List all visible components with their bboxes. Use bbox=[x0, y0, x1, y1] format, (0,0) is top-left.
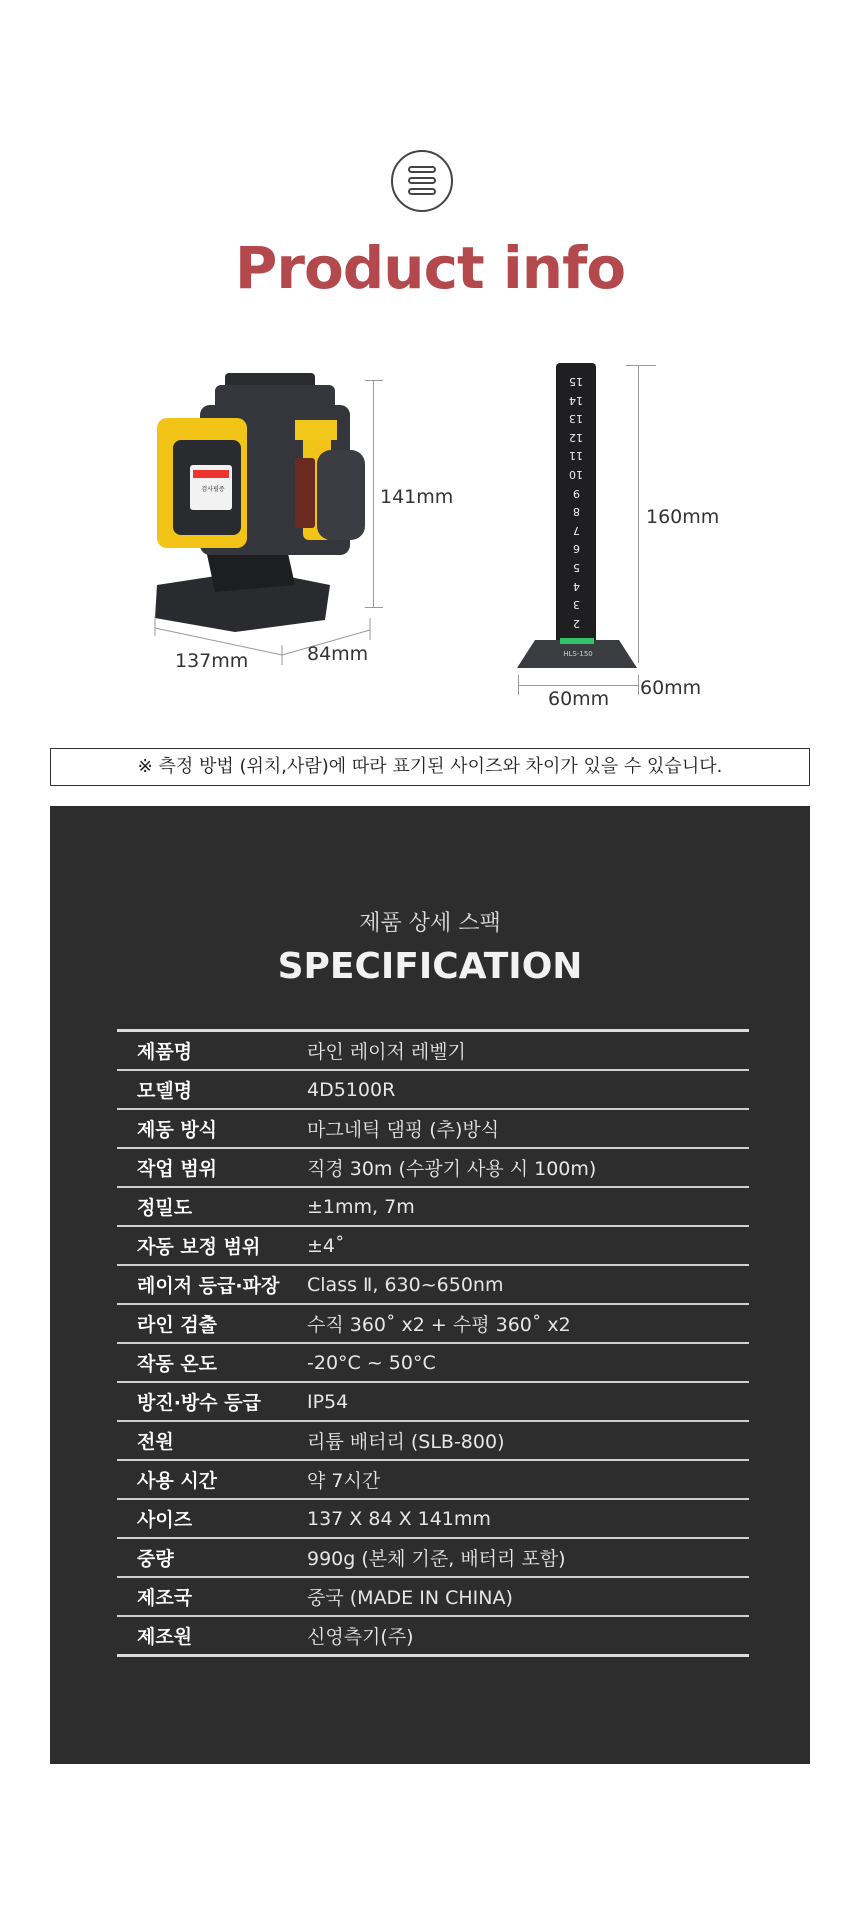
spec-value: 리튬 배터리 (SLB-800) bbox=[307, 1431, 505, 1453]
rod-tick: 2 bbox=[572, 616, 580, 630]
spec-row-weight bbox=[117, 1539, 749, 1578]
rod-base-text: HLS-150 bbox=[563, 650, 593, 658]
spec-row-self-leveling bbox=[117, 1227, 749, 1266]
rod-ticks bbox=[556, 375, 596, 630]
spec-value: ±1mm, 7m bbox=[307, 1195, 415, 1218]
spec-label: 사이즈 bbox=[137, 1509, 193, 1531]
spec-label: 작업 범위 bbox=[137, 1158, 218, 1180]
spec-label: 제조국 bbox=[137, 1587, 193, 1609]
spec-value: -20°C ~ 50°C bbox=[307, 1351, 436, 1374]
spec-label: 사용 시간 bbox=[137, 1470, 218, 1492]
laser-height-label: 141mm bbox=[380, 486, 454, 508]
spec-label: 제동 방식 bbox=[137, 1119, 218, 1141]
spec-label: 제품명 bbox=[137, 1041, 193, 1063]
laser-depth-label: 84mm bbox=[307, 643, 369, 665]
spec-value: 마그네틱 댐핑 (추)방식 bbox=[307, 1119, 500, 1141]
spec-value: 990g (본체 기준, 배터리 포함) bbox=[307, 1548, 566, 1570]
spec-value: 4D5100R bbox=[307, 1078, 396, 1101]
spec-label: 작동 온도 bbox=[137, 1353, 218, 1375]
inspection-badge: 검사필증 bbox=[201, 486, 225, 493]
rod-tick: 7 bbox=[572, 523, 580, 537]
rod-tick: 13 bbox=[569, 412, 583, 426]
spec-row-model bbox=[117, 1071, 749, 1110]
spec-value: ±4˚ bbox=[307, 1234, 345, 1257]
spec-row-laser-class bbox=[117, 1266, 749, 1305]
rod-tick: 8 bbox=[572, 505, 580, 519]
spec-label: 제조원 bbox=[137, 1626, 193, 1648]
spec-table bbox=[117, 1029, 749, 1657]
spec-value: 신영측기(주) bbox=[307, 1626, 414, 1648]
laser-width-label: 137mm bbox=[175, 650, 249, 672]
spec-row-damping bbox=[117, 1110, 749, 1149]
spec-value: 약 7시간 bbox=[307, 1470, 381, 1492]
rod-width-line bbox=[518, 685, 638, 686]
spec-title: SPECIFICATION bbox=[277, 946, 583, 987]
page-title: Product info bbox=[234, 234, 626, 302]
menu-lines-icon bbox=[391, 150, 453, 212]
spec-row-lines bbox=[117, 1305, 749, 1344]
laser-level-image bbox=[145, 370, 375, 640]
rod-tick: 5 bbox=[572, 561, 580, 575]
laser-height-line bbox=[373, 380, 374, 608]
spec-label: 방진·방수 등급 bbox=[137, 1392, 261, 1414]
spec-value: Class Ⅱ, 630~650nm bbox=[307, 1273, 504, 1296]
spec-label: 라인 검출 bbox=[137, 1314, 218, 1336]
spec-value: 137 X 84 X 141mm bbox=[307, 1507, 491, 1530]
spec-row-accuracy bbox=[117, 1188, 749, 1227]
specification-panel bbox=[50, 806, 810, 1764]
rod-tick: 6 bbox=[572, 542, 580, 556]
spec-value: IP54 bbox=[307, 1390, 349, 1413]
spec-value: 수직 360˚ x2 + 수평 360˚ x2 bbox=[307, 1314, 571, 1336]
spec-value: 중국 (MADE IN CHINA) bbox=[307, 1587, 513, 1609]
spec-label: 모델명 bbox=[137, 1080, 193, 1102]
spec-row-size bbox=[117, 1500, 749, 1539]
rod-height-label: 160mm bbox=[646, 506, 720, 528]
rod-tick: 14 bbox=[569, 393, 583, 407]
rod-tick: 11 bbox=[569, 449, 583, 463]
spec-label: 전원 bbox=[137, 1431, 174, 1453]
spec-row-manufacturer bbox=[117, 1617, 749, 1657]
spec-label: 레이저 등급·파장 bbox=[137, 1275, 280, 1297]
rod-width-label: 60mm bbox=[548, 688, 610, 710]
spec-label: 자동 보정 범위 bbox=[137, 1236, 261, 1258]
spec-value: 라인 레이저 레벨기 bbox=[307, 1041, 466, 1063]
rod-tick: 10 bbox=[569, 468, 583, 482]
measurement-notice: ※ 측정 방법 (위치,사람)에 따라 표기된 사이즈와 차이가 있을 수 있습니다. bbox=[50, 748, 810, 786]
rod-tick: 3 bbox=[572, 598, 580, 612]
rod-height-line bbox=[638, 365, 639, 663]
spec-row-ip-rating bbox=[117, 1383, 749, 1422]
spec-row-origin bbox=[117, 1578, 749, 1617]
rod-tick: 15 bbox=[569, 375, 583, 388]
spec-row-range bbox=[117, 1149, 749, 1188]
spec-subtitle: 제품 상세 스팩 bbox=[359, 911, 501, 936]
spec-label: 정밀도 bbox=[137, 1197, 193, 1219]
spec-row-product-name bbox=[117, 1032, 749, 1071]
rod-tick: 12 bbox=[569, 430, 583, 444]
rod-depth-label: 60mm bbox=[640, 677, 702, 699]
spec-label: 중량 bbox=[137, 1548, 174, 1570]
spec-row-temperature bbox=[117, 1344, 749, 1383]
rod-tick: 9 bbox=[572, 486, 580, 500]
spec-row-runtime bbox=[117, 1461, 749, 1500]
rod-tick: 4 bbox=[572, 579, 580, 593]
spec-row-power bbox=[117, 1422, 749, 1461]
spec-value: 직경 30m (수광기 사용 시 100m) bbox=[307, 1158, 597, 1180]
